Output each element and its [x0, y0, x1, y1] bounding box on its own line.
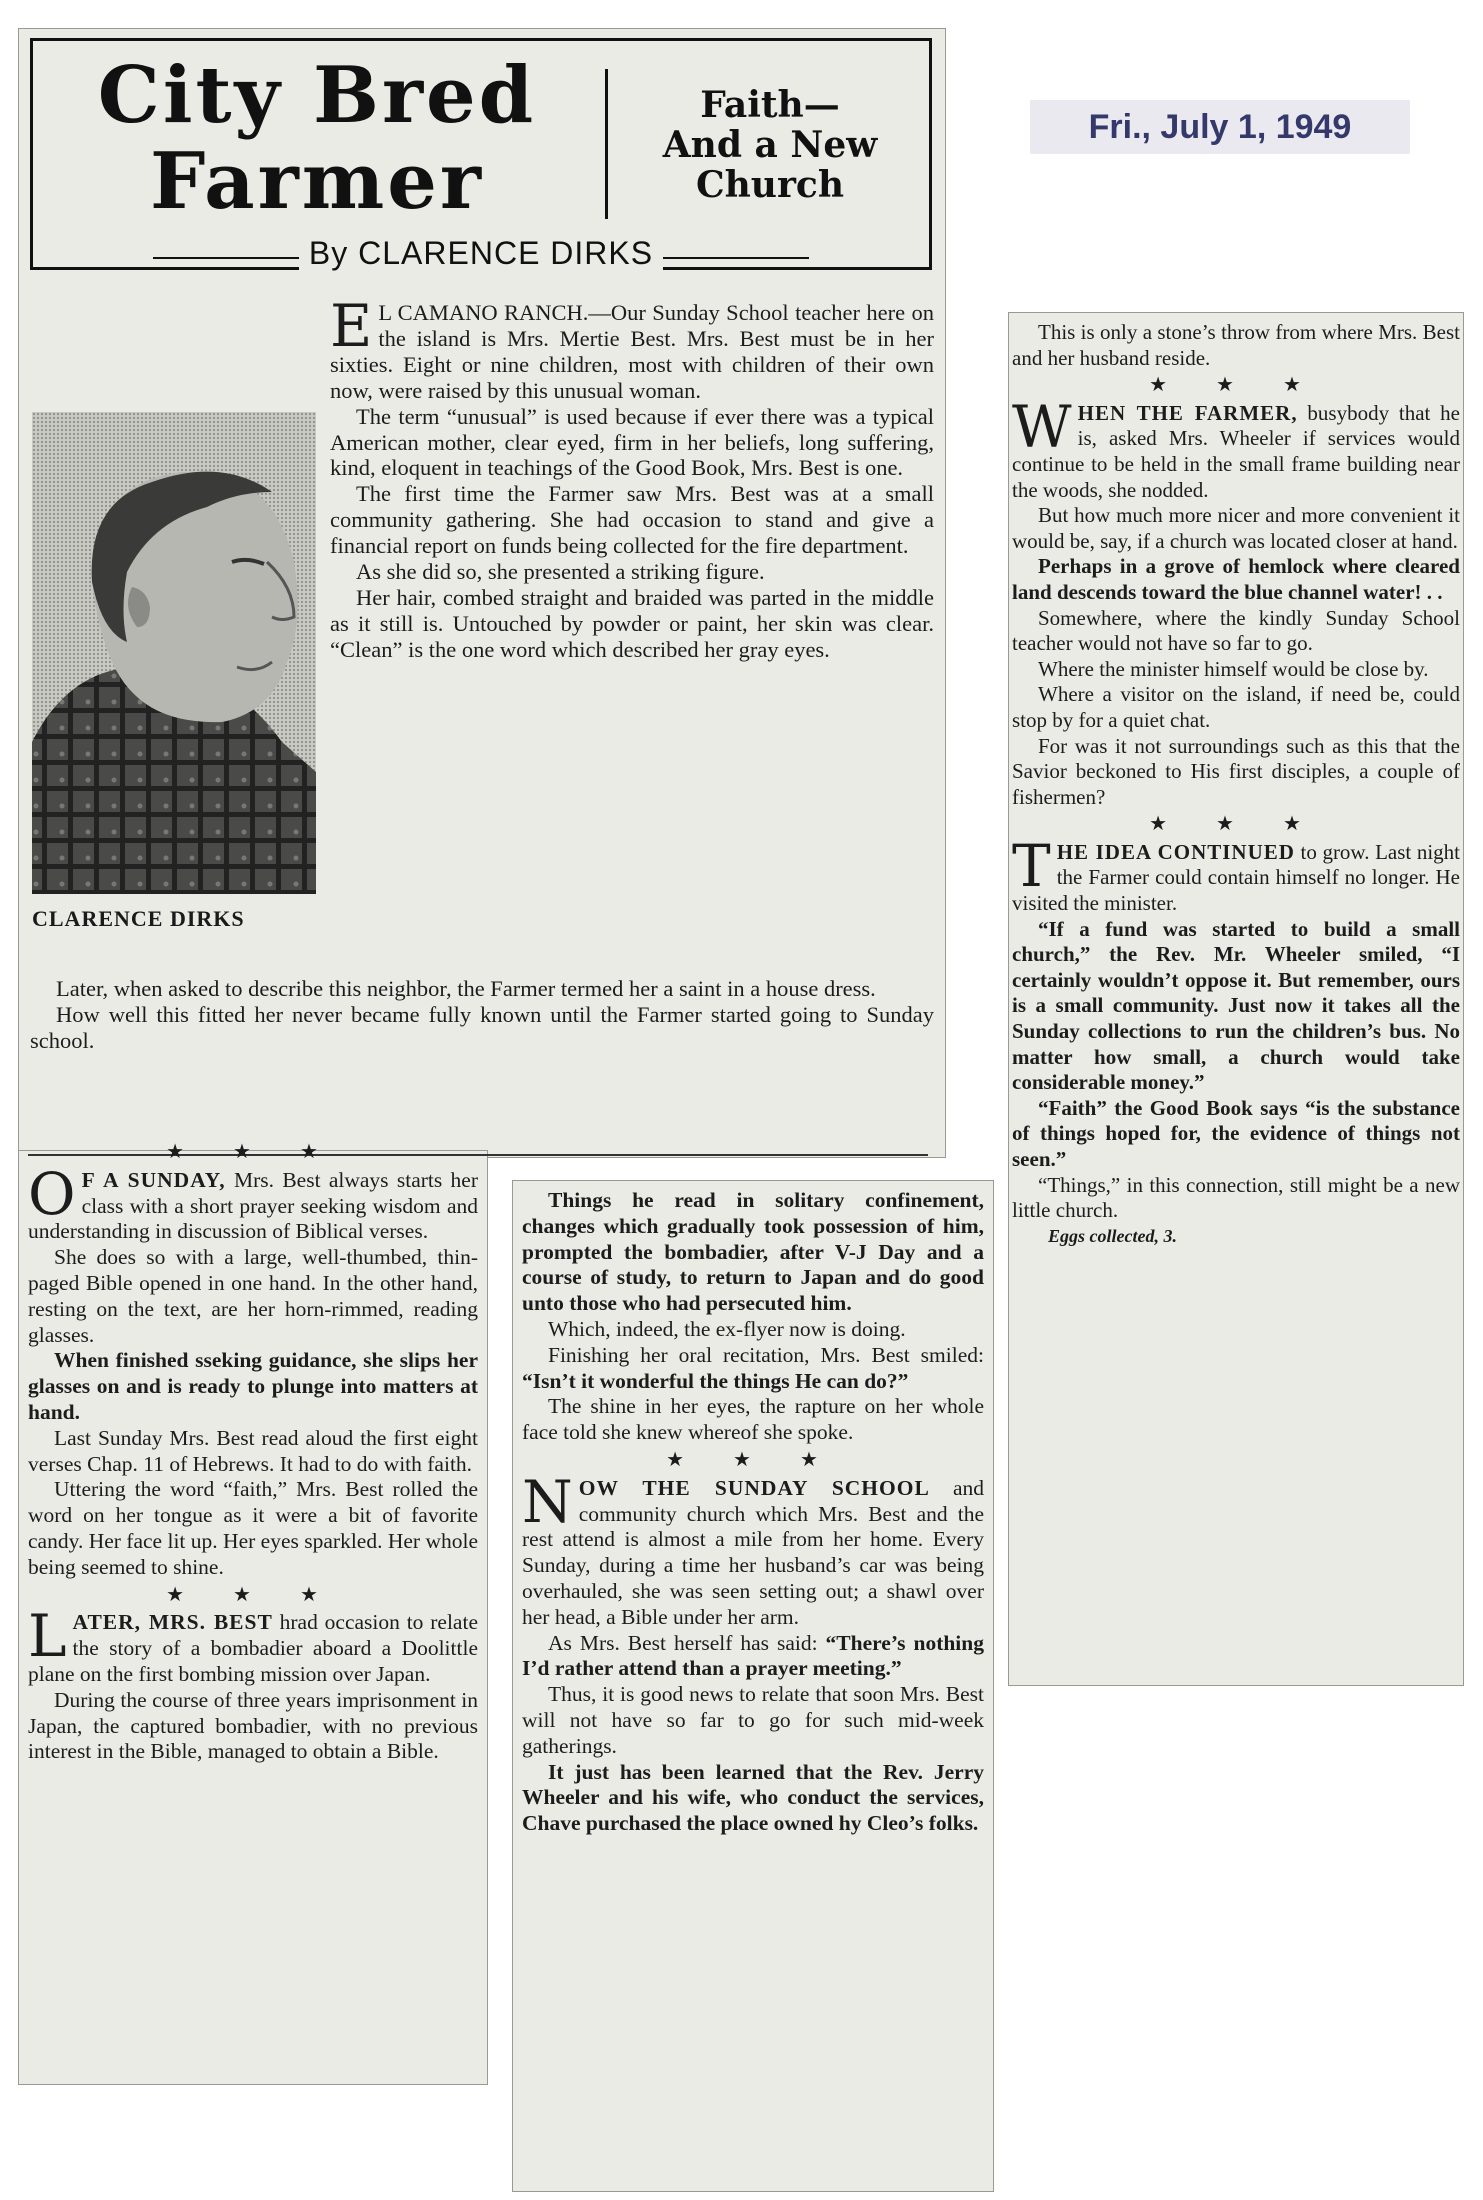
paragraph — [1012, 392, 1460, 503]
lead-in: HE IDEA CONTINUED — [1056, 839, 1295, 864]
paragraph-text: busybody that he is, asked Mrs. Wheeler if services would continue to be held in the small frame building near the woods, she nodded. — [1012, 400, 1460, 502]
footnote: Eggs collected, 3. — [1048, 1225, 1177, 1246]
quote: “Isn’t it wonderful the things He can do?” — [522, 1368, 909, 1393]
paragraph: The term “unusual” is used because if ever there was a typical American mother, clear eyed, firm in her beliefs, long suffering, kind, eloquent in teachings of the Good Book, Mrs. Best is one. — [330, 403, 934, 481]
paragraph: But how much more nicer and more convenient it would be, say, if a church was located closer at hand. — [1012, 503, 1460, 553]
drop-cap: E — [330, 292, 373, 360]
paragraph: Where a visitor on the island, if need be, could stop by for a quiet chat. — [1012, 682, 1460, 732]
paragraph: Uttering the word “faith,” Mrs. Best rolled the word on her tongue as it were a bit of favorite candy. Her face lit up. Her eyes sparkled. Her whole being seemed to shine. — [28, 1477, 478, 1579]
headline-line-3: Church — [695, 164, 845, 206]
paragraph-text: Finishing her oral recitation, Mrs. Best smiled: — [548, 1342, 984, 1367]
paragraph-text: As Mrs. Best herself has said: — [548, 1630, 826, 1655]
photo-spacer — [30, 300, 330, 976]
section-stars: ★ ★ ★ — [666, 1448, 840, 1471]
drop-cap: T — [1012, 831, 1051, 900]
lead-in: OW THE SUNDAY SCHOOL — [578, 1475, 930, 1500]
paragraph: She does so with a large, well-thumbed, thin-paged Bible opened in one hand. In the other hand, resting on the text, are her horn-rimmed, reading glasses. — [28, 1245, 478, 1347]
paragraph: Where the minister himself would be close by. — [1038, 656, 1429, 681]
paragraph-text: Mrs. Best always starts her class with a short prayer seeking wisdom and understanding in discussion of Biblical verses. — [28, 1167, 478, 1244]
story-top — [30, 292, 934, 1054]
byline-text: By CLARENCE DIRKS — [299, 235, 663, 271]
title-line-2: Farmer — [150, 136, 484, 227]
section-stars: ★ ★ ★ — [1149, 374, 1323, 397]
lead-in: F A SUNDAY, — [81, 1167, 226, 1192]
paragraph — [28, 1602, 478, 1687]
title-divider — [605, 69, 622, 219]
paragraph: The shine in her eyes, the rapture on her whole face told she knew whereof she spoke. — [522, 1394, 984, 1445]
section-stars: ★ ★ ★ — [1149, 813, 1323, 836]
paragraph: As she did so, she presented a striking figure. — [356, 559, 765, 585]
headline-line-2: And a New — [662, 124, 878, 166]
headline — [625, 85, 915, 205]
paragraph: When finished sseking guidance, she slips her glasses on and is ready to plunge into matters at hand. — [28, 1348, 478, 1424]
paragraph: Somewhere, where the kindly Sunday School teacher would not have so far to go. — [1012, 605, 1460, 656]
section-stars: ★ ★ ★ — [166, 1141, 340, 1163]
portrait-caption: CLARENCE DIRKS — [32, 906, 245, 931]
paragraph: Which, indeed, the ex-flyer now is doing. — [548, 1316, 906, 1341]
masthead — [30, 38, 932, 270]
paragraph — [522, 1467, 984, 1631]
paragraph — [522, 1631, 984, 1683]
paragraph-text: L CAMANO RANCH.—Our Sunday School teacher here on the island is Mrs. Mertie Best. Mrs. Best must be in her sixties. Eight or nine children, most with children of their own now, were raised by this unusual woman. — [330, 300, 934, 403]
date-stamp: Fri., July 1, 1949 — [1030, 100, 1410, 154]
story-column-3 — [1012, 320, 1460, 1249]
paragraph: “Things,” in this connection, still might be a new little church. — [1012, 1172, 1460, 1223]
paragraph: Things he read in solitary confinement, changes which gradually took possession of him, prompted the bombadier, after V-J Day and a course of study, to return to Japan and do good unto those who had persecuted him. — [522, 1188, 984, 1316]
section-stars: ★ ★ ★ — [166, 1583, 340, 1606]
paragraph: Last Sunday Mrs. Best read aloud the first eight verses Chap. 11 of Hebrews. It had to do with faith. — [28, 1425, 478, 1476]
paragraph: Her hair, combed straight and braided was parted in the middle as it still is. Untouched by powder or paint, her skin was clear. “Clean” is the one word which described her gray eyes. — [330, 584, 934, 662]
paragraph: Later, when asked to describe this neighbor, the Farmer termed her a saint in a house dress. — [56, 976, 876, 1001]
story-column-1 — [28, 1138, 478, 1765]
paragraph: How well this fitted her never became fully known until the Farmer started going to Sunday school. — [30, 1001, 934, 1053]
paragraph: Thus, it is good news to relate that soon Mrs. Best will not have so far to go for such mid-week gatherings. — [522, 1682, 984, 1758]
paragraph — [1012, 831, 1460, 917]
title-line-1: City Bred — [97, 50, 537, 141]
paragraph: During the course of three years imprisonment in Japan, the captured bombadier, with no previous interest in the Bible, managed to obtain a Bible. — [28, 1687, 478, 1764]
paragraph: “Faith” the Good Book says “is the substance of things hoped for, the evidence of things not seen.” — [1012, 1095, 1460, 1171]
paragraph-text: to grow. Last night the Farmer could contain himself no longer. He visited the minister. — [1012, 839, 1460, 916]
drop-cap: N — [522, 1467, 573, 1536]
story-column-2 — [522, 1188, 984, 1837]
paragraph-text: hrad occasion to relate the story of a bombadier aboard a Doolittle plane on the first bombing mission over Japan. — [28, 1610, 478, 1686]
paragraph: It just has been learned that the Rev. Jerry Wheeler and his wife, who conduct the services, Chave purchased the place owned hy Cleo’s folks. — [522, 1759, 984, 1836]
quote: “There’s nothing I’d rather attend than a prayer meeting.” — [522, 1630, 984, 1681]
paragraph: The first time the Farmer saw Mrs. Best was at a small community gathering. She had occasion to stand and give a financial report on funds being collected for the fire department. — [330, 481, 934, 559]
lead-in: ATER, MRS. BEST — [72, 1610, 273, 1635]
column-title — [47, 50, 587, 227]
paragraph-text: and community church which Mrs. Best and the rest attend is almost a mile from her home. Every Sunday, during a time her husband’s car was being overhauled, she was seen setting out; a shawl over her head, a Bible under her arm. — [522, 1475, 984, 1629]
paragraph — [28, 1159, 478, 1245]
drop-cap: L — [28, 1602, 67, 1671]
paragraph: For was it not surroundings such as this that the Savior beckoned to His first disciples, a couple of fishermen? — [1012, 733, 1460, 809]
paragraph — [522, 1343, 984, 1395]
byline — [33, 235, 929, 272]
drop-cap: W — [1012, 392, 1072, 461]
paragraph: This is only a stone’s throw from where Mrs. Best and her husband reside. — [1012, 320, 1460, 370]
paragraph: “If a fund was started to build a small church,” the Rev. Mr. Wheeler smiled, “I certainly wouldn’t oppose it. But remember, ours is a small community. Just now it takes all the Sunday collections to run the children’s bus. No matter how small, a church would take considerable money.” — [1012, 916, 1460, 1095]
drop-cap: O — [28, 1159, 76, 1228]
lead-in: HEN THE FARMER, — [1077, 400, 1298, 425]
paragraph: Perhaps in a grove of hemlock where cleared land descends toward the blue channel water! . . — [1012, 554, 1460, 604]
headline-line-1: Faith— — [700, 84, 840, 126]
